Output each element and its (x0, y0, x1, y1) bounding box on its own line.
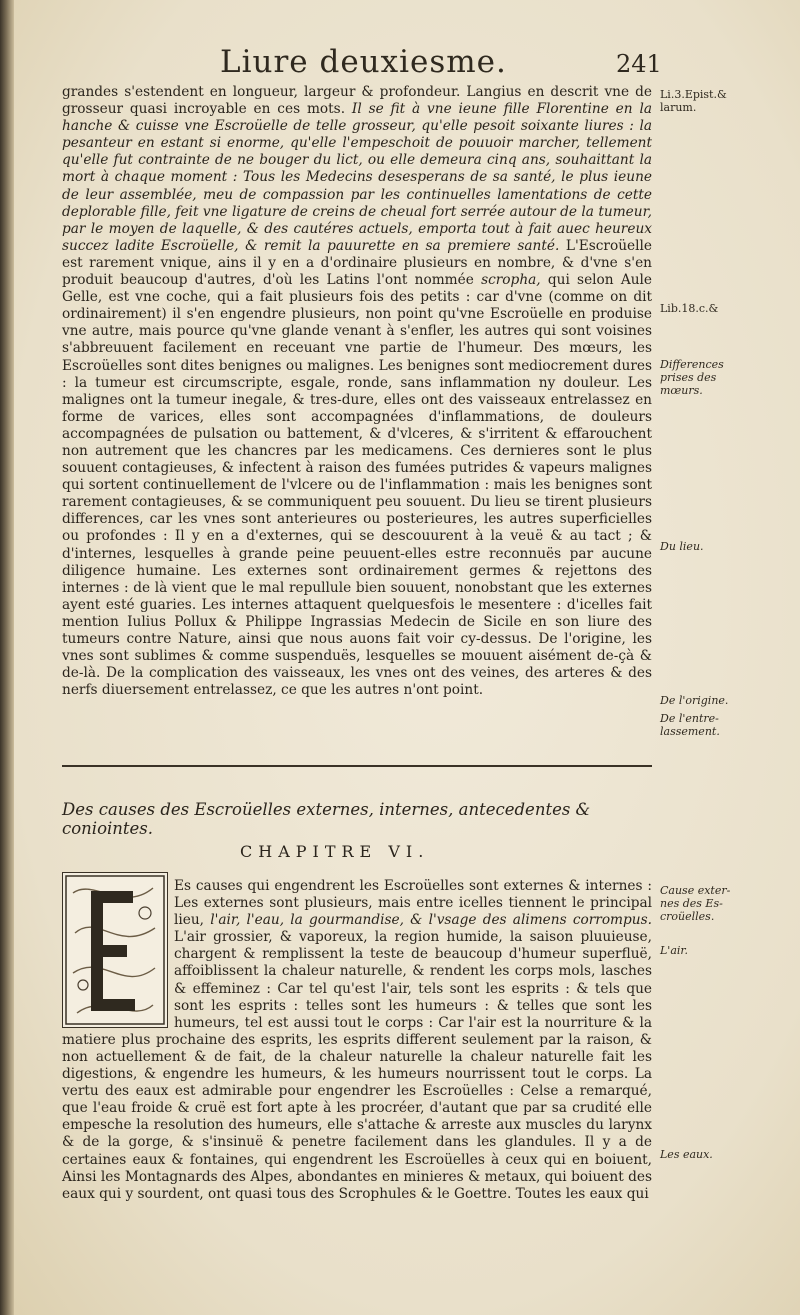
page-number: 241 (616, 50, 662, 78)
section-heading: Des causes des Escroüelles externes, internes, antecedentes & coniointes. (62, 800, 591, 838)
text-run: qui selon Aule Gelle, est vne coche, qui a fait plusieurs fois des petits : car d'vne (comme on dit ordinairement) il s'en engendre plusieurs, non point qu'vne Escroüelle en produise vne autre, mais pource qu'vne glande venant à s'enfler, les autres qui sont voisines s'abbreuuent facilement en receuant vne partie de l'humeur. Des mœurs, les Escroüelles sont dites benignes ou malignes. Les benignes sont mediocrement dures : la tumeur est circumscripte, esgale, ronde, sans inflammation ny douleur. Les malignes ont la tumeur inegale, & tres-dure, elles ont des vaisseaux entrelassez en forme de varices, elles sont accompagnées d'inflammations, de douleurs accompagnées de pulsation ou battement, & d'vlceres, & s'irritent & effarouchent non autrement que les chancres par les medicamens. Ces dernieres sont le plus souuent contagieuses, & infectent à raison des fumées putrides & vapeurs malignes qui sortent continuellement de l'vlcere ou de l'inflammation : mais les benignes sont rarement contagieuses, & se communiquent peu souuent. Du lieu se tirent plusieurs differences, car les vnes sont anterieures ou posterieures, les autres superficielles ou profondes : Il y en a d'externes, qui se descouurent à la veuë & au tact ; & d'internes, lesquelles à grande peine peuuent-elles estre reconnuës par aucune diligence humaine. Les externes sont ordinairement germes & rejettons des internes : de là vient que le mal repullule bien souuent, nonobstant que les externes ayent esté guaries. Les internes attaquent quelquesfois le mesentere : d'icelles fait mention Iulius Pollux & Philippe Ingrassias Medecin de Sicile en son liure des tumeurs contre Nature, ainsi que nous auons fait voir cy-dessus. De l'origine, les vnes sont sublimes & comme suspenduës, lesquelles se mouuent aisément de-çà & de-là. De la complication des vaisseaux, les vnes ont des veines, des arteres & des nerfs diuersement entrelassez, ce que les autres n'ont point. (62, 272, 652, 699)
section-rule (62, 765, 652, 767)
margin-note: De l'entre- lassement. (660, 712, 720, 738)
main-text-block (62, 84, 652, 699)
term-scropha: scropha, (481, 272, 541, 289)
margin-note: Du lieu. (660, 540, 704, 553)
text-run: L'air grossier, & vaporeux, la region humide, la saison pluuieuse, chargent & remplissent la teste de beaucoup d'humeur superfluë, affoiblissent la chaleur naturelle, & rendent les corps mols, lasches & effeminez : Car tel qu'est l'air, tels sont les esprits : & tels que sont les esprits : telles sont les humeurs : & telles que sont les humeurs, tel est aussi tout le corps : Car l'air est la nourriture & la matiere plus prochaine des esprits, les esprits different seulement par la raison, & non actuellement & de fait, de la chaleur naturelle la chaleur naturelle fait les digestions, & engendre les humeurs, & les humeurs nourrissent tout le corps. La vertu des eaux est admirable pour engendrer les Escroüelles : Celse a remarqué, que l'eau froide & cruë est fort apte à les procréer, d'autant que par sa crudité elle empesche la resolution des humeurs, elle s'attache & arreste aux muscles du larynx & de la gorge, & s'insinuë & penetre facilement dans les glandules. Il y a de certaines eaux & fontaines, qui engendrent les Escroüelles à ceux qui en boiuent, Ainsi les Montagnards des Alpes, abondantes en minieres & metaux, qui boiuent des eaux qui y sourdent, ont quasi tous des Scrophules & le Goettre. Toutes les eaux qui (62, 929, 652, 1202)
book-gutter (0, 0, 14, 1315)
chapter-text (62, 878, 652, 1203)
margin-note: Cause exter- nes des Es- croüelles. (660, 884, 731, 923)
paragraph (62, 84, 652, 699)
text-run: grandes s'estendent en longueur, largeur & profondeur. Langius en descrit vne de grosseur quasi incroyable en ces mots. (62, 84, 652, 118)
italic-list: l'air, l'eau, la gourmandise, & l'vsage des alimens corrompus. (210, 912, 652, 929)
margin-note: L'air. (660, 944, 688, 957)
margin-note: Li.3.Epist.& larum. (660, 88, 727, 114)
margin-note: Les eaux. (660, 1148, 713, 1161)
latin-quote: Il se fit à vne ieune fille Florentine en la hanche & cuisse vne Escroüelle de telle grosseur, qu'elle pesoit soixante liures : la pesanteur en estant si enorme, qu'elle l'empeschoit de pouuoir marcher, tellement qu'elle fut contrainte de ne bouger du lict, ou elle demeura cinq ans, souhaittant la mort à chaque moment : Tous les Medecins desesperans de sa santé, le plus ieune de leur assemblée, meu de compassion par les continuelles lamentations de cette deplorable fille, feit vne ligature de creins de cheual fort serrée autour de la tumeur, par le moyen de laquelle, & des cautéres actuels, emporta tout à fait auec heureux succez ladite Escroüelle, & remit la pauurette en sa premiere santé. (62, 101, 652, 254)
margin-note: Lib.18.c.& (660, 302, 719, 315)
running-title: Liure deuxiesme. (220, 44, 507, 80)
chapter-label: CHAPITRE VI. (240, 842, 430, 861)
margin-note: Differences prises des mœurs. (660, 358, 724, 397)
margin-note: De l'origine. (660, 694, 729, 707)
text-run: L'Escroüelle est rarement vnique, ains il y en a d'ordinaire plusieurs en nombre, & d'vne s'en produit beaucoup d'autres, d'où les Latins l'ont nommée (62, 237, 652, 289)
page-header (0, 34, 800, 84)
text-run: Es causes qui engendrent les Escroüelles sont externes & internes : Les externes sont plusieurs, mais entre icelles tiennent le principal lieu, (174, 878, 652, 929)
